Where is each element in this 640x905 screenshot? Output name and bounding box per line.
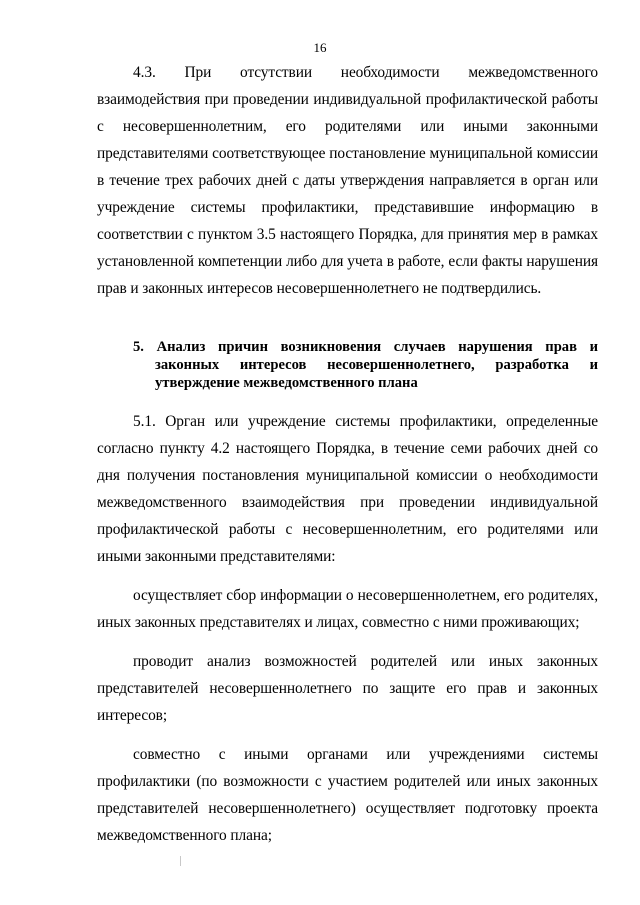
list-item-analyze: проводит анализ возможностей родителей или иных законных представителей несовершеннолетнего по защите его прав и законных интересов; xyxy=(97,653,598,724)
section-5-heading xyxy=(97,338,598,392)
scan-mark xyxy=(180,856,181,866)
paragraph-4-3: 4.3. При отсутствии необходимости межведомственного взаимодействия при проведении индивидуальной профилактической работы с несовершеннолетним, его родителями или иными законными представителями соответствующее постановление муниципальной комиссии в течение трех рабочих дней с даты утверждения направляется в орган или учреждение системы профилактики, представившие информацию в соответствии с пунктом 3.5 настоящего Порядка, для принятия мер в рамках установленной компетенции либо для учета в работе, если факты нарушения прав и законных интересов несовершеннолетнего не подтвердились. xyxy=(97,64,598,297)
list-item-prepare-plan: совместно с иными органами или учреждениями системы профилактики (по возможности с участием родителей или иных законных представителей несовершеннолетнего) осуществляет подготовку проекта межведомственного плана; xyxy=(97,746,598,844)
page-number: 16 xyxy=(313,40,327,55)
section-5-title: Анализ причин возникновения случаев нарушения прав и законных интересов несовершеннолетнего, разработка и утверждение межведомственного плана xyxy=(155,339,599,391)
list-item-collect-info: осуществляет сбор информации о несовершеннолетнем, его родителях, иных законных представителях и лицах, совместно с ними проживающих; xyxy=(97,587,598,631)
paragraph-5-1: 5.1. Орган или учреждение системы профилактики, определенные согласно пункту 4.2 настоящего Порядка, в течение семи рабочих дней со дня получения постановления муниципальной комиссии о необходимости межведомственного взаимодействия при проведении индивидуальной профилактической работы с несовершеннолетним, его родителями или иными законными представителями: xyxy=(97,413,598,565)
document-body xyxy=(97,59,598,849)
section-5-number: 5. xyxy=(133,339,157,355)
